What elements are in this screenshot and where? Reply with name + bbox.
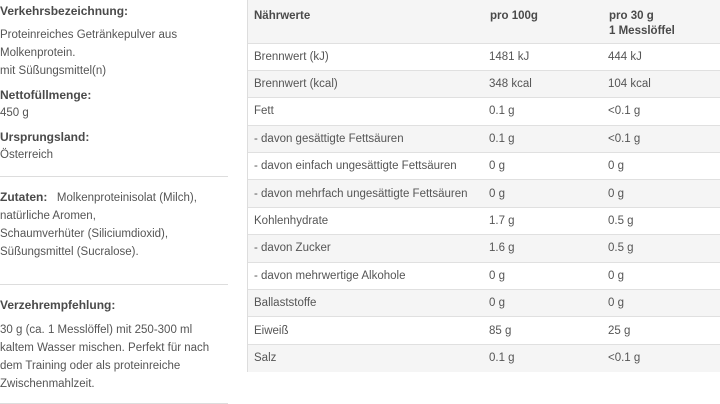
table-row: [248, 70, 720, 97]
value-per-100g: 1.7 g: [489, 215, 515, 228]
verkehrsbezeichnung-label: Verkehrsbezeichnung:: [0, 4, 129, 18]
value-per-100g: 85 g: [489, 324, 512, 337]
nutrient-name: Salz: [254, 352, 277, 365]
verzehrempfehlung-line: Zwischenmahlzeit.: [0, 378, 95, 390]
table-row: [248, 290, 720, 317]
value-per-30g: <0.1 g: [608, 105, 641, 118]
table-row: [248, 235, 720, 262]
verzehrempfehlung-label: Verzehrempfehlung:: [0, 298, 116, 312]
value-per-30g: 25 g: [608, 324, 631, 337]
value-per-30g: 0 g: [608, 160, 624, 173]
verkehrsbezeichnung-line: Proteinreiches Getränkepulver aus: [0, 29, 178, 41]
value-per-100g: 0.1 g: [489, 352, 515, 365]
nutrient-name: - davon mehrfach ungesättigte Fettsäuren: [254, 187, 468, 200]
table-row: [248, 262, 720, 289]
nettofuellmenge-block: [0, 86, 228, 122]
table-row: [248, 98, 720, 125]
nutrient-name: Eiweiß: [254, 324, 289, 337]
table-row: [248, 317, 720, 344]
table-row: [248, 43, 720, 70]
table-row: [248, 207, 720, 234]
value-per-30g: 0 g: [608, 297, 624, 310]
verzehrempfehlung-line: kaltem Wasser mischen. Perfekt für nach: [0, 342, 210, 354]
value-per-30g: <0.1 g: [608, 132, 641, 145]
header-pro-30g: [608, 0, 720, 43]
verkehrsbezeichnung-line: Molkenprotein.: [0, 47, 76, 59]
table-header-row: [248, 0, 720, 43]
value-per-100g: 0 g: [489, 297, 505, 310]
zutaten-line: Süßungsmittel (Sucralose).: [0, 246, 139, 258]
value-per-30g: 0 g: [608, 187, 624, 200]
value-per-100g: 0 g: [489, 187, 505, 200]
value-per-100g: 0 g: [489, 160, 505, 173]
nutrient-name: - davon mehrwertige Alkohole: [254, 269, 406, 282]
nutrition-table: [248, 0, 720, 372]
nutrient-name: Fett: [254, 105, 274, 118]
value-per-30g: 444 kJ: [608, 50, 642, 63]
value-per-100g: 0.1 g: [489, 105, 515, 118]
nutrient-name: Brennwert (kcal): [254, 78, 338, 91]
value-per-100g: 1481 kJ: [489, 50, 530, 63]
value-per-100g: 0 g: [489, 269, 505, 282]
header-pro-30g-line1: pro 30 g: [609, 10, 654, 22]
nutrition-table-container: [247, 0, 720, 372]
zutaten-first-line: Molkenproteinisolat (Milch),: [56, 192, 197, 204]
verzehrempfehlung-block: [0, 296, 228, 393]
nutrient-name: Kohlenhydrate: [254, 215, 329, 228]
verzehrempfehlung-line: dem Training oder als proteinreiche: [0, 360, 181, 372]
value-per-30g: 104 kcal: [608, 78, 651, 91]
header-pro-100g: pro 100g: [490, 10, 538, 22]
header-pro-30g-line2: 1 Messlöffel: [609, 25, 675, 37]
table-row: [248, 153, 720, 180]
nutrient-name: - davon einfach ungesättigte Fettsäuren: [254, 160, 457, 173]
header-naehrwerte: Nährwerte: [254, 10, 311, 22]
verzehrempfehlung-line: 30 g (ca. 1 Messlöffel) mit 250-300 ml: [0, 324, 193, 336]
value-per-30g: 0 g: [608, 269, 624, 282]
zutaten-line: natürliche Aromen,: [0, 210, 96, 222]
ursprungsland-block: [0, 128, 228, 164]
value-per-30g: 0.5 g: [608, 242, 634, 255]
value-per-100g: 0.1 g: [489, 132, 515, 145]
zutaten-line: Schaumverhüter (Siliciumdioxid),: [0, 228, 169, 240]
nutrient-name: - davon gesättigte Fettsäuren: [254, 132, 404, 145]
ursprungsland-label: Ursprungsland:: [0, 130, 90, 144]
nettofuellmenge-label: Nettofüllmenge:: [0, 88, 92, 102]
divider: [0, 284, 228, 285]
nutrient-name: - davon Zucker: [254, 242, 331, 255]
nutrient-name: Brennwert (kJ): [254, 50, 329, 63]
table-row: [248, 344, 720, 371]
zutaten-block: [0, 188, 228, 261]
nutrient-name: Ballaststoffe: [254, 297, 317, 310]
value-per-30g: <0.1 g: [608, 352, 641, 365]
divider: [0, 176, 228, 177]
zutaten-label: Zutaten:: [0, 190, 48, 204]
value-per-30g: 0.5 g: [608, 215, 634, 228]
value-per-100g: 348 kcal: [489, 78, 532, 91]
value-per-100g: 1.6 g: [489, 242, 515, 255]
nettofuellmenge-value: 450 g: [0, 107, 29, 119]
verkehrsbezeichnung-line: mit Süßungsmittel(n): [0, 65, 107, 77]
table-row: [248, 125, 720, 152]
ursprungsland-value: Österreich: [0, 149, 54, 161]
verkehrsbezeichnung-block: [0, 2, 228, 80]
table-row: [248, 180, 720, 207]
